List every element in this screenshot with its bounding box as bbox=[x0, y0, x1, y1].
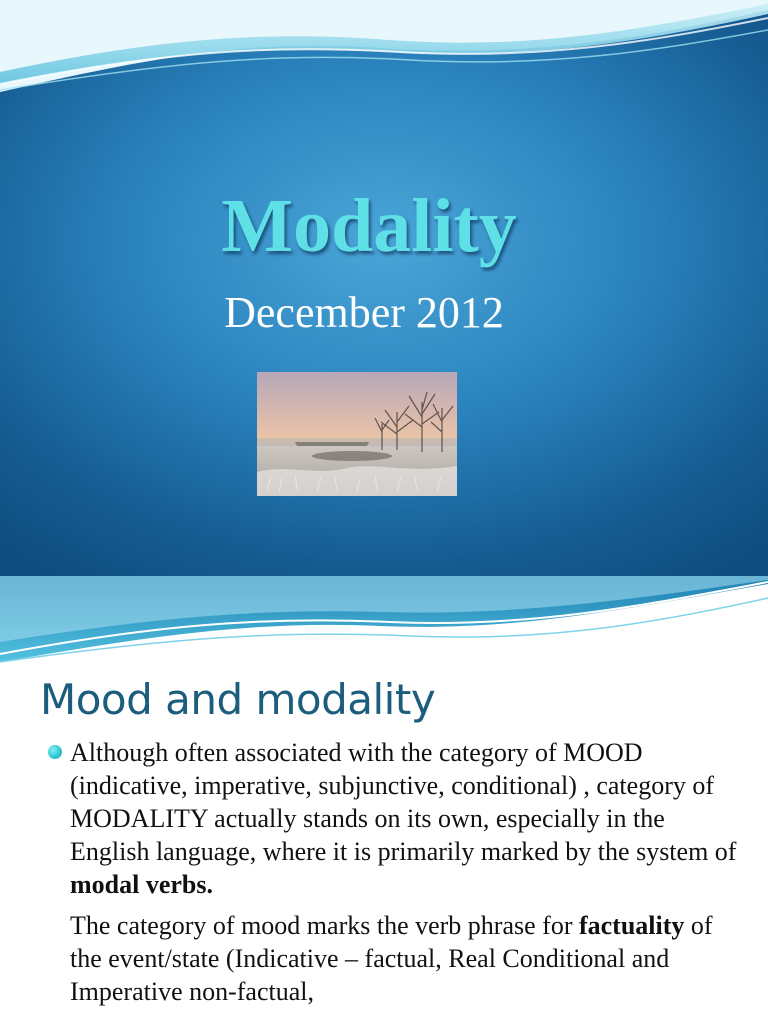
slide-title: Modality bbox=[221, 184, 517, 268]
bold-term: modal verbs. bbox=[70, 870, 213, 899]
slide-heading: Mood and modality bbox=[40, 675, 436, 724]
bullet-list bbox=[48, 736, 738, 1008]
bullet-text: Although often associated with the category of MOOD (indicative, imperative, subjunctive, conditional) , category of MODALITY actually stands on its own, especially in the English language, where it is primarily marked by the system of bbox=[70, 738, 737, 866]
content-slide bbox=[0, 576, 768, 1024]
slide-subtitle: December 2012 bbox=[224, 288, 504, 337]
bold-term: factuality bbox=[578, 911, 685, 940]
bullet-icon bbox=[48, 745, 62, 759]
winter-landscape-photo bbox=[257, 372, 457, 496]
decorative-wave bbox=[0, 576, 768, 666]
decorative-wave bbox=[0, 0, 768, 92]
bullet-paragraph bbox=[48, 736, 738, 901]
paragraph-text-end: of the event/state (Indicative – factual, Real Conditional and Imperative non-factual, bbox=[70, 911, 713, 1006]
continuation-paragraph bbox=[48, 909, 738, 1008]
paragraph-text: The category of mood marks the verb phrase for bbox=[70, 911, 579, 940]
